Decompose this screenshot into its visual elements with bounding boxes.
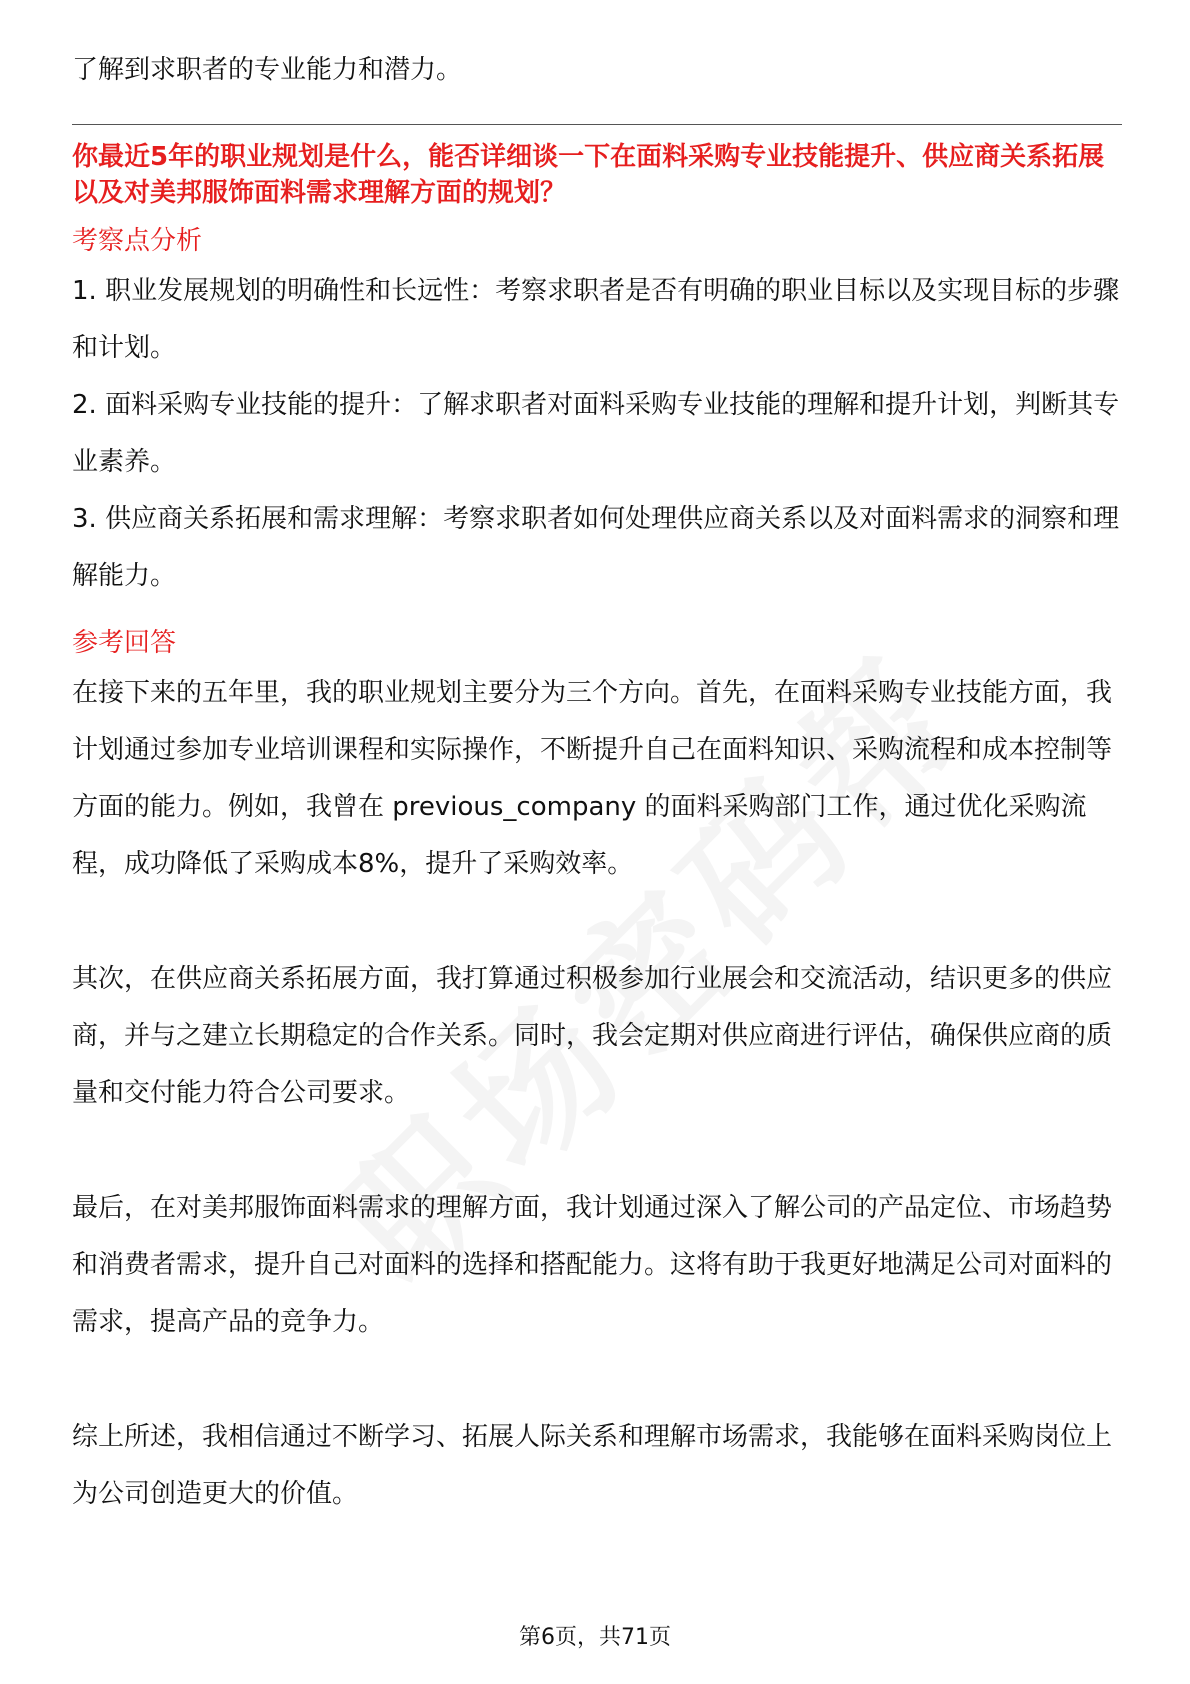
- intro-tail-text: 了解到求职者的专业能力和潜力。: [72, 55, 463, 85]
- analysis-item-2: 2. 面料采购专业技能的提升：了解求职者对面料采购专业技能的理解和提升计划，判断其专业素养。: [72, 390, 1120, 477]
- page-content: [72, 42, 1122, 1523]
- analysis-label: 考察点分析: [72, 226, 203, 256]
- page-number-footer: 第6页，共71页: [519, 1625, 671, 1650]
- answer-paragraph-2: 其次，在供应商关系拓展方面，我打算通过积极参加行业展会和交流活动，结识更多的供应商，并与之建立长期稳定的合作关系。同时，我会定期对供应商进行评估，确保供应商的质量和交付能力符合公司要求。: [72, 964, 1113, 1108]
- answer-paragraph-1: 在接下来的五年里，我的职业规划主要分为三个方向。首先，在面料采购专业技能方面，我计划通过参加专业培训课程和实际操作，不断提升自己在面料知识、采购流程和成本控制等方面的能力。例如，我曾在 previous_company 的面料采购部门工作，通过优化采购流程，成功降低了采购成本8%，提升了采购效率。: [72, 678, 1113, 879]
- paragraph-spacer: [72, 893, 1122, 951]
- answer-label: 参考回答: [72, 628, 177, 658]
- analysis-item-1: 1. 职业发展规划的明确性和长远性：考察求职者是否有明确的职业目标以及实现目标的步骤和计划。: [72, 276, 1120, 363]
- answer-paragraph-4: 综上所述，我相信通过不断学习、拓展人际关系和理解市场需求，我能够在面料采购岗位上为公司创造更大的价值。: [72, 1422, 1113, 1509]
- answer-paragraph-3: 最后，在对美邦服饰面料需求的理解方面，我计划通过深入了解公司的产品定位、市场趋势和消费者需求，提升自己对面料的选择和搭配能力。这将有助于我更好地满足公司对面料的需求，提高产品的竞争力。: [72, 1193, 1113, 1337]
- paragraph-spacer: [72, 1351, 1122, 1409]
- divider: [72, 124, 1122, 125]
- question-heading: 你最近5年的职业规划是什么，能否详细谈一下在面料采购专业技能提升、供应商关系拓展以及对美邦服饰面料需求理解方面的规划？: [72, 142, 1105, 208]
- analysis-item-3: 3. 供应商关系拓展和需求理解：考察求职者如何处理供应商关系以及对面料需求的洞察和理解能力。: [72, 504, 1120, 591]
- paragraph-spacer: [72, 1122, 1122, 1180]
